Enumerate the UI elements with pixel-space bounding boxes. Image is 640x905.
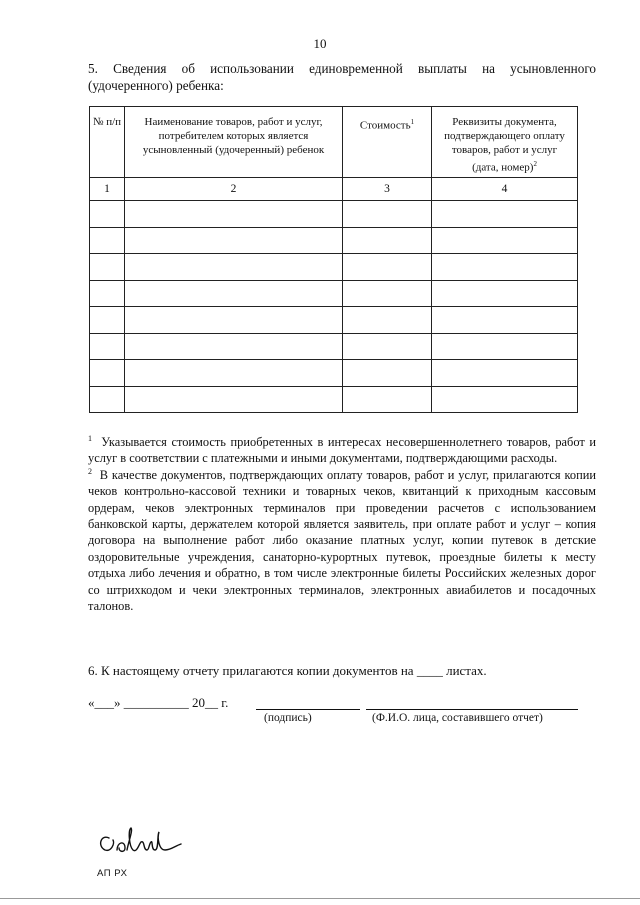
- table-cell: [125, 254, 343, 281]
- table-cell: [343, 333, 432, 360]
- table-cell: [125, 386, 343, 413]
- table-cell: [432, 333, 578, 360]
- name-line: [366, 709, 578, 710]
- header-cell: Стоимость$^1$: [343, 107, 432, 178]
- table-cell: [343, 360, 432, 387]
- table-cell: [125, 201, 343, 228]
- table-row: [90, 227, 578, 254]
- table-cell: [125, 333, 343, 360]
- table-cell: [125, 280, 343, 307]
- table-cell: [90, 254, 125, 281]
- table-cell: [125, 307, 343, 334]
- table-cell: [343, 386, 432, 413]
- column-number: 1: [90, 178, 125, 201]
- table-row: [90, 386, 578, 413]
- page-number: 10: [313, 36, 327, 51]
- footnote-2: $^2$ В качестве документов, подтверждающих оплату товаров, работ и услуг, прилагаются копии чеков контрольно-кассовой техники и товарных чеков, квитанций к приходным кассовым ордерам, чеков электронных терминалов при проведении расчетов с использованием банковской карты, держателем которой является заявитель, при оплате работ и услуг – копия договора на выполнение работ либо оказание платных услуг, копии путевок в детские оздоровительные учреждения, санаторно-курортных путевок, проездные билеты к месту отдыха либо лечения и обратно, в том числе электронные билеты Российских железных дорог со штрихкодом и чеки электронных терминалов, электронных авиабилетов и посадочных талонов.: [88, 466, 596, 614]
- table-cell: [125, 227, 343, 254]
- signature-line: [256, 709, 360, 710]
- table-cell: [432, 201, 578, 228]
- header-cell: Наименование товаров, работ и услуг, потребителем которых является усыновленный (удочеренный) ребенок: [125, 107, 343, 178]
- table-cell: [343, 227, 432, 254]
- table-cell: [432, 307, 578, 334]
- table-cell: [432, 280, 578, 307]
- page-bottom-edge: [0, 898, 640, 899]
- table-row: [90, 280, 578, 307]
- table-row: [90, 201, 578, 228]
- table-row: [90, 254, 578, 281]
- column-number: 4: [432, 178, 578, 201]
- handwritten-signature-icon: [95, 820, 185, 860]
- table-cell: [343, 280, 432, 307]
- name-caption: (Ф.И.О. лица, составившего отчет): [372, 712, 543, 724]
- table-cell: [90, 280, 125, 307]
- column-numbers-row: [90, 178, 578, 201]
- table-row: [90, 333, 578, 360]
- section-6-text: 6. К настоящему отчету прилагаются копии документов на ____ листах.: [88, 663, 487, 678]
- table-row: [90, 307, 578, 334]
- expenses-table: [89, 106, 578, 413]
- table-cell: [125, 360, 343, 387]
- column-number: 3: [343, 178, 432, 201]
- table-header-row: [90, 107, 578, 178]
- header-cell: № п/п: [90, 107, 125, 178]
- table-cell: [343, 254, 432, 281]
- signature-caption: (подпись): [264, 712, 312, 724]
- table-cell: [90, 201, 125, 228]
- table-cell: [343, 201, 432, 228]
- table-cell: [90, 360, 125, 387]
- table-cell: [90, 227, 125, 254]
- table-cell: [432, 254, 578, 281]
- column-number: 2: [125, 178, 343, 201]
- header-cell: Реквизиты документа, подтверждающего оплату товаров, работ и услуг (дата, номер)$^2$: [432, 107, 578, 178]
- table-cell: [343, 307, 432, 334]
- table-row: [90, 360, 578, 387]
- footnotes: [88, 434, 596, 614]
- table-cell: [432, 227, 578, 254]
- date-line: «___» __________ 20__ г.: [88, 695, 229, 710]
- footnote-1: $^1$ Указывается стоимость приобретенных в интересах несовершеннолетнего товаров, работ и услуг в соответствии с платежными и иными документами, подтверждающими расходы.: [88, 433, 596, 466]
- stamp-label: АП РХ: [97, 868, 128, 879]
- table-cell: [90, 386, 125, 413]
- table-cell: [90, 307, 125, 334]
- table-cell: [432, 360, 578, 387]
- section-5-title: 5. Сведения об использовании единовременной выплаты на усыновленного (удочеренного) ребенка:: [88, 61, 596, 93]
- table-cell: [432, 386, 578, 413]
- table-cell: [90, 333, 125, 360]
